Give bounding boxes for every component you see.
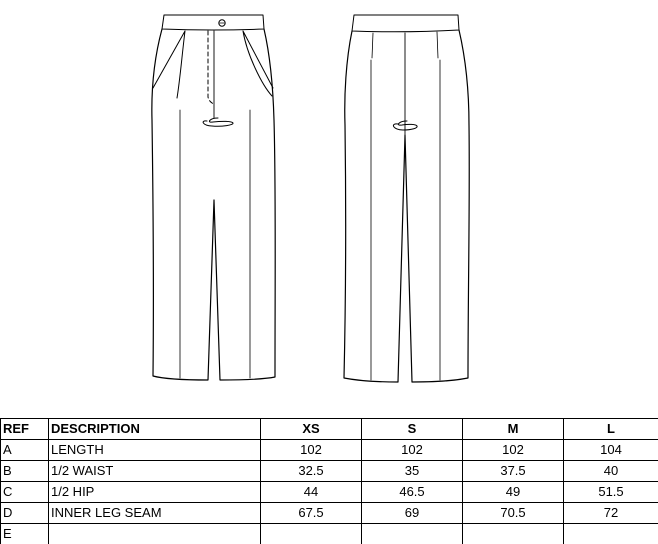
row-ref: D [1, 503, 49, 524]
front-tag-loop [203, 118, 233, 126]
row-value-s: 102 [362, 440, 463, 461]
row-value-m: 37.5 [463, 461, 564, 482]
front-pocket-left [153, 31, 185, 98]
trousers-front-view [152, 15, 275, 380]
table-header-row [1, 419, 658, 440]
row-ref: A [1, 440, 49, 461]
table-row [1, 503, 658, 524]
row-value-l: 72 [564, 503, 658, 524]
row-ref: B [1, 461, 49, 482]
table-row [1, 482, 658, 503]
row-description: 1/2 WAIST [49, 461, 261, 482]
row-value-l: 51.5 [564, 482, 658, 503]
front-pocket-right [243, 31, 273, 96]
back-waistband [352, 15, 459, 32]
row-value-xs: 102 [261, 440, 362, 461]
header-size-l: L [564, 419, 658, 440]
row-ref: C [1, 482, 49, 503]
back-dart-left [372, 33, 373, 58]
back-silhouette [344, 30, 469, 382]
table-row [1, 461, 658, 482]
header-ref: REF [1, 419, 49, 440]
header-description: DESCRIPTION [49, 419, 261, 440]
row-value-m: 70.5 [463, 503, 564, 524]
row-value-s: 69 [362, 503, 463, 524]
row-value-l: 40 [564, 461, 658, 482]
table-row [1, 440, 658, 461]
row-description: INNER LEG SEAM [49, 503, 261, 524]
row-value-m: 102 [463, 440, 564, 461]
row-value-m: 49 [463, 482, 564, 503]
row-value-s: 46.5 [362, 482, 463, 503]
header-size-xs: XS [261, 419, 362, 440]
back-dart-right [437, 32, 438, 58]
row-value-xs: 32.5 [261, 461, 362, 482]
front-fly-stitch [208, 31, 214, 104]
front-waistband [162, 15, 264, 30]
row-ref: E [1, 524, 49, 544]
row-value-xs: 67.5 [261, 503, 362, 524]
header-size-m: M [463, 419, 564, 440]
size-chart-table [0, 418, 658, 544]
row-value-l: 104 [564, 440, 658, 461]
header-size-s: S [362, 419, 463, 440]
row-description: 1/2 HIP [49, 482, 261, 503]
row-description: LENGTH [49, 440, 261, 461]
row-value-s: 35 [362, 461, 463, 482]
row-value-xs: 44 [261, 482, 362, 503]
trousers-back-view [344, 15, 469, 382]
front-silhouette [152, 29, 275, 380]
